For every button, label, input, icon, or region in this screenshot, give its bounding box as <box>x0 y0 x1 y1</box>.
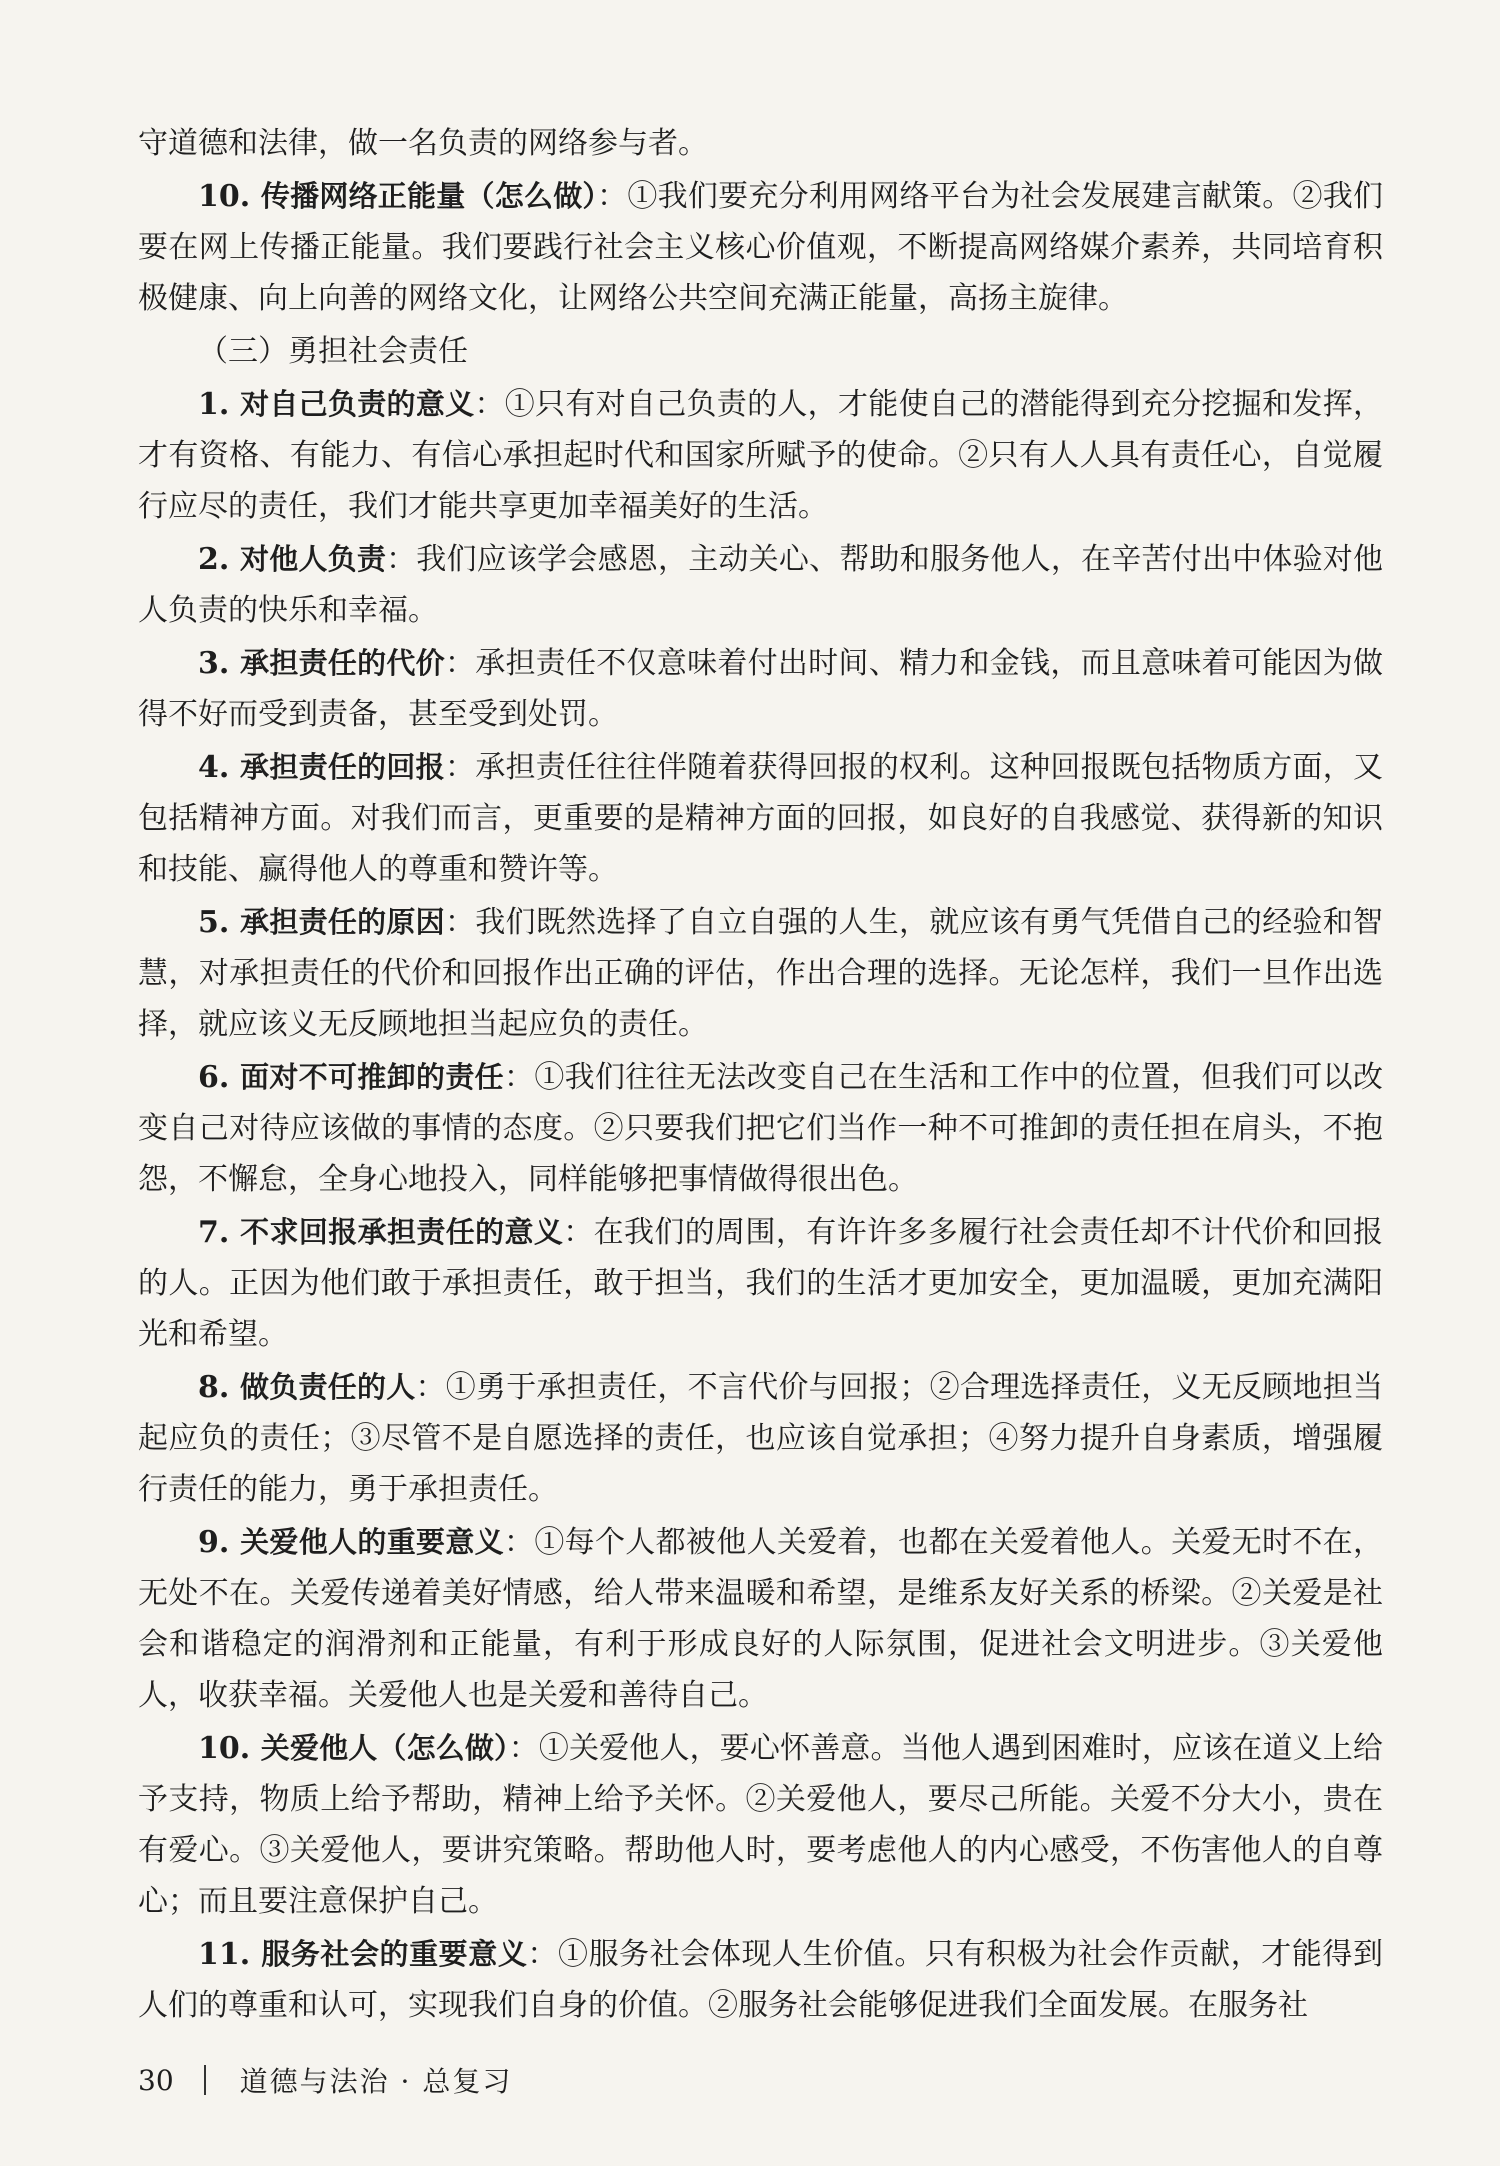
item-b-10: 10. 关爱他人（怎么做）：①关爱他人，要心怀善意。当他人遇到困难时，应该在道义上给予支持，物质上给予帮助，精神上给予关怀。②关爱他人，要尽己所能。关爱不分大小，贵在有爱心。③关爱他人，要讲究策略。帮助他人时，要考虑他人的内心感受，不伤害他人的自尊心；而且要注意保护自己。 <box>138 1731 1383 1919</box>
item-number: 8 <box>198 1370 219 1405</box>
item-title: 承担责任的代价 <box>240 646 445 680</box>
item-text: ：①服务社会体现人生价值。只有积极为社会作贡献，才能得到人们的尊重和认可，实现我们自身的价值。②服务社会能够促进我们全面发展。在服务社 <box>138 1937 1383 2023</box>
item-a-10: 10. 传播网络正能量（怎么做）：①我们要充分利用网络平台为社会发展建言献策。②我们要在网上传播正能量。我们要践行社会主义核心价值观，不断提高网络媒介素养，共同培育积极健康、向上向善的网络文化，让网络公共空间充满正能量，高扬主旋律。 <box>138 179 1383 316</box>
item-title: 传播网络正能量（怎么做） <box>260 179 598 213</box>
item-number: 2 <box>198 542 219 577</box>
section-heading: （三）勇担社会责任 <box>198 334 468 369</box>
footer-divider <box>204 2065 206 2095</box>
item-b-2: 2. 对他人负责：我们应该学会感恩，主动关心、帮助和服务他人，在辛苦付出中体验对他人负责的快乐和幸福。 <box>138 542 1383 628</box>
book-title: 道德与法治 · 总复习 <box>239 2065 513 2098</box>
item-text: ：承担责任往往伴随着获得回报的权利。这种回报既包括物质方面，又包括精神方面。对我们而言，更重要的是精神方面的回报，如良好的自我感觉、获得新的知识和技能、赢得他人的尊重和赞许等。 <box>138 750 1384 887</box>
item-number: 7 <box>198 1215 219 1250</box>
item-number: 1 <box>198 387 219 422</box>
item-number: 11 <box>198 1937 240 1972</box>
item-title: 面对不可推卸的责任 <box>240 1060 504 1094</box>
page-footer <box>138 2060 512 2100</box>
item-b-3: 3. 承担责任的代价：承担责任不仅意味着付出时间、精力和金钱，而且意味着可能因为做得不好而受到责备，甚至受到处罚。 <box>138 646 1384 732</box>
item-text: ：①勇于承担责任，不言代价与回报；②合理选择责任，义无反顾地担当起应负的责任；③尽管不是自愿选择的责任，也应该自觉承担；④努力提升自身素质，增强履行责任的能力，勇于承担责任。 <box>138 1370 1384 1507</box>
item-title: 做负责任的人 <box>240 1370 416 1404</box>
item-title: 关爱他人（怎么做） <box>260 1731 509 1765</box>
item-title: 对他人负责 <box>239 542 387 576</box>
page-content <box>138 118 1383 2031</box>
item-b-1: 1. 对自己负责的意义：①只有对自己负责的人，才能使自己的潜能得到充分挖掘和发挥，才有资格、有能力、有信心承担起时代和国家所赋予的使命。②只有人人具有责任心，自觉履行应尽的责任，我们才能共享更加幸福美好的生活。 <box>138 387 1383 524</box>
item-text: ：我们既然选择了自立自强的人生，就应该有勇气凭借自己的经验和智慧，对承担责任的代价和回报作出正确的评估，作出合理的选择。无论怎样，我们一旦作出选择，就应该义无反顾地担当起应负的责任。 <box>138 905 1384 1042</box>
item-b-7: 7. 不求回报承担责任的意义：在我们的周围，有许许多多履行社会责任却不计代价和回报的人。正因为他们敢于承担责任，敢于担当，我们的生活才更加安全，更加温暖，更加充满阳光和希望。 <box>138 1215 1383 1352</box>
item-b-6: 6. 面对不可推卸的责任：①我们往往无法改变自己在生活和工作中的位置，但我们可以改变自己对待应该做的事情的态度。②只要我们把它们当作一种不可推卸的责任担在肩头，不抱怨，不懈怠，全身心地投入，同样能够把事情做得很出色。 <box>138 1060 1384 1197</box>
item-text: ：①关爱他人，要心怀善意。当他人遇到困难时，应该在道义上给予支持，物质上给予帮助，精神上给予关怀。②关爱他人，要尽己所能。关爱不分大小，贵在有爱心。③关爱他人，要讲究策略。帮助他人时，要考虑他人的内心感受，不伤害他人的自尊心；而且要注意保护自己。 <box>138 1731 1383 1919</box>
item-number: 4 <box>198 750 219 785</box>
item-b-9: 9. 关爱他人的重要意义：①每个人都被他人关爱着，也都在关爱着他人。关爱无时不在，无处不在。关爱传递着美好情感，给人带来温暖和希望，是维系友好关系的桥梁。②关爱是社会和谐稳定的润滑剂和正能量，有利于形成良好的人际氛围，促进社会文明进步。③关爱他人，收获幸福。关爱他人也是关爱和善待自己。 <box>138 1525 1384 1713</box>
item-b-8: 8. 做负责任的人：①勇于承担责任，不言代价与回报；②合理选择责任，义无反顾地担当起应负的责任；③尽管不是自愿选择的责任，也应该自觉承担；④努力提升自身素质，增强履行责任的能力，勇于承担责任。 <box>138 1370 1384 1507</box>
item-number: 6 <box>198 1060 219 1095</box>
item-title: 承担责任的回报 <box>240 750 445 784</box>
item-title: 对自己负责的意义 <box>240 387 475 421</box>
item-text: ：①我们要充分利用网络平台为社会发展建言献策。②我们要在网上传播正能量。我们要践行社会主义核心价值观，不断提高网络媒介素养，共同培育积极健康、向上向善的网络文化，让网络公共空间充满正能量，高扬主旋律。 <box>138 179 1383 316</box>
item-text: ：①我们往往无法改变自己在生活和工作中的位置，但我们可以改变自己对待应该做的事情的态度。②只要我们把它们当作一种不可推卸的责任担在肩头，不抱怨，不懈怠，全身心地投入，同样能够把事情做得很出色。 <box>138 1060 1384 1197</box>
item-number: 3 <box>198 646 219 681</box>
item-text: ：①每个人都被他人关爱着，也都在关爱着他人。关爱无时不在，无处不在。关爱传递着美好情感，给人带来温暖和希望，是维系友好关系的桥梁。②关爱是社会和谐稳定的润滑剂和正能量，有利于形成良好的人际氛围，促进社会文明进步。③关爱他人，收获幸福。关爱他人也是关爱和善待自己。 <box>138 1525 1384 1713</box>
item-title: 关爱他人的重要意义 <box>240 1525 504 1559</box>
item-title: 服务社会的重要意义 <box>261 1937 528 1971</box>
item-number: 10 <box>198 179 240 214</box>
item-b-11: 11. 服务社会的重要意义：①服务社会体现人生价值。只有积极为社会作贡献，才能得到人们的尊重和认可，实现我们自身的价值。②服务社会能够促进我们全面发展。在服务社 <box>138 1937 1383 2023</box>
page-number: 30 <box>138 2063 174 2097</box>
item-text: ：①只有对自己负责的人，才能使自己的潜能得到充分挖掘和发挥，才有资格、有能力、有信心承担起时代和国家所赋予的使命。②只有人人具有责任心，自觉履行应尽的责任，我们才能共享更加幸福美好的生活。 <box>138 387 1383 524</box>
item-number: 9 <box>198 1525 219 1560</box>
item-text: ：在我们的周围，有许许多多履行社会责任却不计代价和回报的人。正因为他们敢于承担责任，敢于担当，我们的生活才更加安全，更加温暖，更加充满阳光和希望。 <box>138 1215 1383 1352</box>
item-b-5: 5. 承担责任的原因：我们既然选择了自立自强的人生，就应该有勇气凭借自己的经验和智慧，对承担责任的代价和回报作出正确的评估，作出合理的选择。无论怎样，我们一旦作出选择，就应该义无反顾地担当起应负的责任。 <box>138 905 1384 1042</box>
item-text: ：我们应该学会感恩，主动关心、帮助和服务他人，在辛苦付出中体验对他人负责的快乐和幸福。 <box>138 542 1383 628</box>
continued-paragraph: 守道德和法律，做一名负责的网络参与者。 <box>138 126 708 161</box>
item-b-4: 4. 承担责任的回报：承担责任往往伴随着获得回报的权利。这种回报既包括物质方面，又包括精神方面。对我们而言，更重要的是精神方面的回报，如良好的自我感觉、获得新的知识和技能、赢得他人的尊重和赞许等。 <box>138 750 1384 887</box>
item-title: 承担责任的原因 <box>240 905 445 939</box>
item-number: 10 <box>198 1731 240 1766</box>
item-number: 5 <box>198 905 219 940</box>
item-text: ：承担责任不仅意味着付出时间、精力和金钱，而且意味着可能因为做得不好而受到责备，甚至受到处罚。 <box>138 646 1384 732</box>
item-title: 不求回报承担责任的意义 <box>240 1215 564 1249</box>
